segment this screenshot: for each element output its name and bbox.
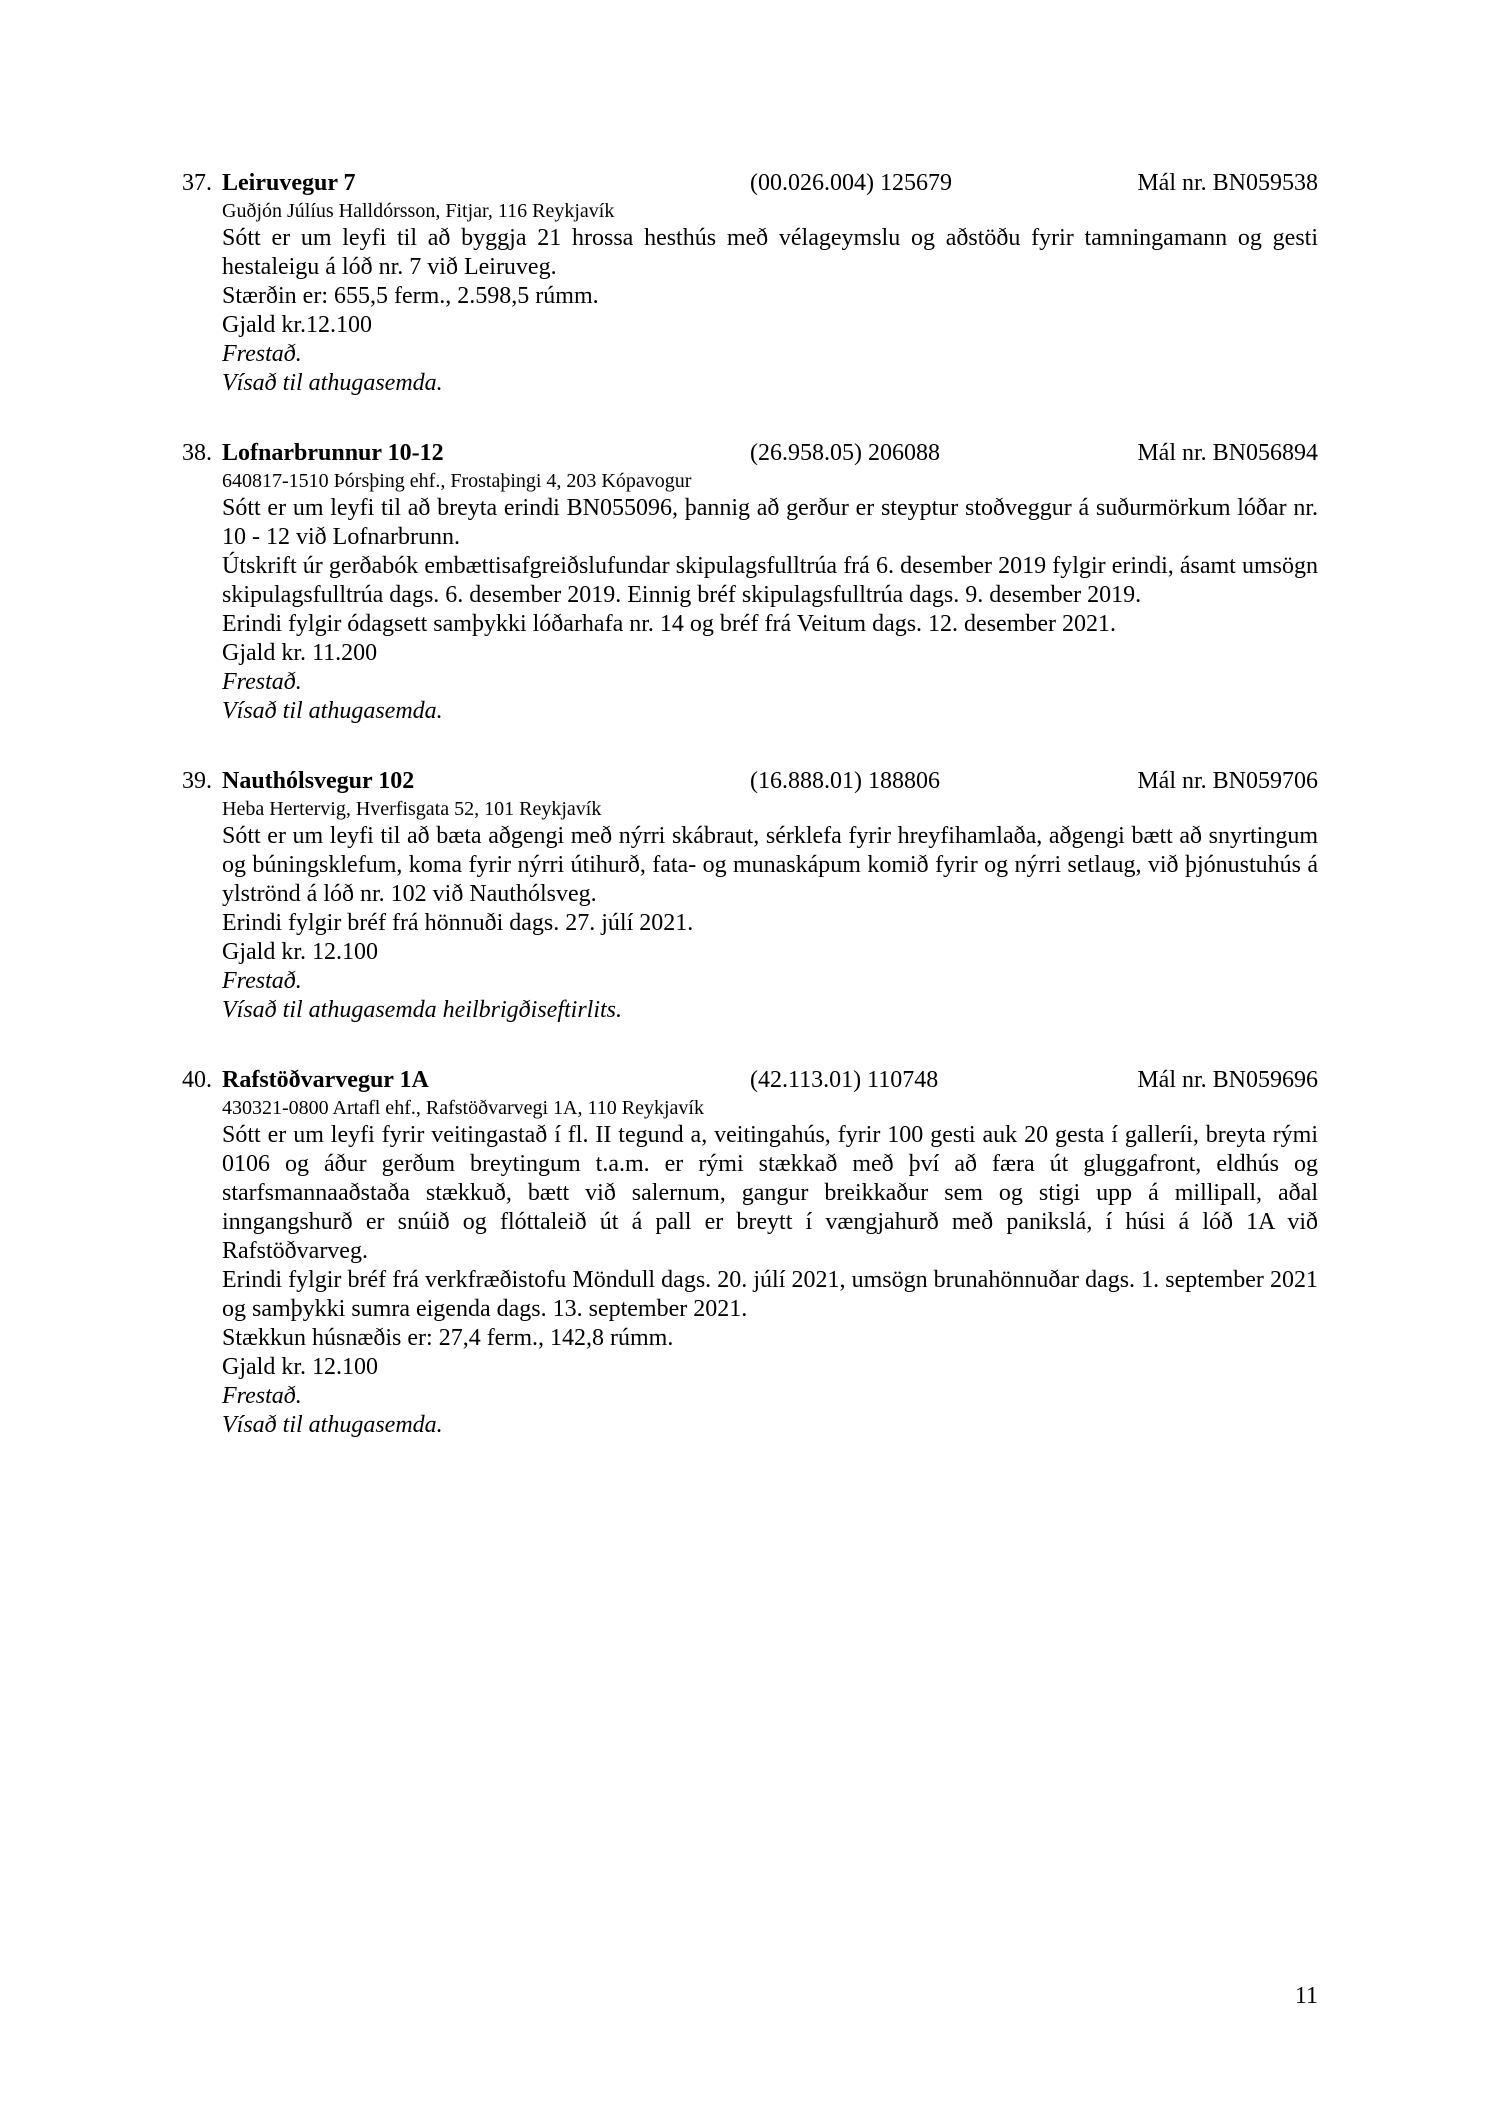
item-reference: (42.113.01) 110748 <box>750 1067 939 1093</box>
body-paragraph: Erindi fylgir ódagsett samþykki lóðarhafa nr. 14 og bréf frá Veitum dags. 12. desember 2021. <box>222 611 1117 637</box>
agenda-item-40 <box>182 1065 1318 1440</box>
item-title: Leiruvegur 7 <box>222 170 356 196</box>
page-number: 11 <box>1294 1983 1318 2009</box>
body-paragraph: Sótt er um leyfi til að bæta aðgengi með nýrri skábraut, sérklefa fyrir hreyfihamlaða, aðgengi bætt að snyrtingum og búningsklefum, koma fyrir nýrri útihurð, fata- og munaskápum komið fyrir og nýrri setlaug, við þjónustuhús á ylströnd á lóð nr. 102 við Nauthólsveg. <box>222 823 1318 907</box>
agenda-item-37 <box>182 168 1318 398</box>
decision-line: Vísað til athugasemda heilbrigðiseftirlits. <box>222 997 623 1023</box>
item-title: Lofnarbrunnur 10-12 <box>222 440 444 466</box>
applicant-line: Guðjón Júlíus Halldórsson, Fitjar, 116 Reykjavík <box>222 200 615 222</box>
decision-line: Frestað. <box>222 669 302 695</box>
applicant-line: Heba Hertervig, Hverfisgata 52, 101 Reykjavík <box>222 798 602 820</box>
item-reference: (00.026.004) 125679 <box>750 170 952 196</box>
decision-line: Frestað. <box>222 341 302 367</box>
fee-line: Gjald kr. 12.100 <box>222 939 378 965</box>
body-paragraph: Stækkun húsnæðis er: 27,4 ferm., 142,8 rúmm. <box>222 1325 674 1351</box>
body-paragraph: Sótt er um leyfi fyrir veitingastað í fl. II tegund a, veitingahús, fyrir 100 gesti auk 20 gesta í galleríi, breyta rými 0106 og áður gerðum breytingum t.a.m. er rými stækkað með því að færa út gluggafront, eldhús og starfsmannaaðstaða stækkuð, bætt við salernum, gangur breikkaður sem og stigi upp á millipall, aðal inngangshurð er snúið og flóttaleið út á pall er breytt í vængjahurð með panikslá, í húsi á lóð 1A við Rafstöðvarveg. <box>222 1122 1318 1264</box>
item-title: Nauthólsvegur 102 <box>222 768 415 794</box>
body-paragraph: Erindi fylgir bréf frá hönnuði dags. 27. júlí 2021. <box>222 910 694 936</box>
decision-line: Vísað til athugasemda. <box>222 370 443 396</box>
body-paragraph: Sótt er um leyfi til að breyta erindi BN055096, þannig að gerður er steyptur stoðveggur á suðurmörkum lóðar nr. 10 - 12 við Lofnarbrunn. <box>222 495 1318 550</box>
item-header <box>182 766 1318 796</box>
body-paragraph: Erindi fylgir bréf frá verkfræðistofu Möndull dags. 20. júlí 2021, umsögn brunahönnuðar dags. 1. september 2021 og samþykki sumra eigenda dags. 13. september 2021. <box>222 1267 1318 1322</box>
item-case-number: Mál nr. BN059696 <box>1137 1067 1318 1093</box>
item-case-number: Mál nr. BN059538 <box>1137 170 1318 196</box>
body-paragraph: Sótt er um leyfi til að byggja 21 hrossa hesthús með vélageymslu og aðstöðu fyrir tamningamann og gesti hestaleigu á lóð nr. 7 við Leiruveg. <box>222 225 1318 280</box>
item-reference: (26.958.05) 206088 <box>750 440 940 466</box>
body-paragraph: Stærðin er: 655,5 ferm., 2.598,5 rúmm. <box>222 283 599 309</box>
agenda-item-39 <box>182 766 1318 1025</box>
body-paragraph: Útskrift úr gerðabók embættisafgreiðslufundar skipulagsfulltrúa frá 6. desember 2019 fylgir erindi, ásamt umsögn skipulagsfulltrúa dags. 6. desember 2019. Einnig bréf skipulagsfulltrúa dags. 9. desember 2019. <box>222 553 1318 608</box>
fee-line: Gjald kr. 11.200 <box>222 640 378 666</box>
decision-line: Vísað til athugasemda. <box>222 698 443 724</box>
decision-line: Frestað. <box>222 968 302 994</box>
item-number: 37. <box>182 170 212 196</box>
item-reference: (16.888.01) 188806 <box>750 768 940 794</box>
fee-line: Gjald kr.12.100 <box>222 312 372 338</box>
item-header <box>182 438 1318 468</box>
applicant-line: 430321-0800 Artafl ehf., Rafstöðvarvegi 1A, 110 Reykjavík <box>222 1097 704 1119</box>
item-case-number: Mál nr. BN059706 <box>1137 768 1318 794</box>
item-header <box>182 168 1318 198</box>
agenda-item-38 <box>182 438 1318 726</box>
item-number: 38. <box>182 440 212 466</box>
item-case-number: Mál nr. BN056894 <box>1137 440 1318 466</box>
item-header <box>182 1065 1318 1095</box>
item-number: 39. <box>182 768 212 794</box>
item-title: Rafstöðvarvegur 1A <box>222 1067 429 1093</box>
decision-line: Vísað til athugasemda. <box>222 1412 443 1438</box>
fee-line: Gjald kr. 12.100 <box>222 1354 378 1380</box>
item-number: 40. <box>182 1067 212 1093</box>
applicant-line: 640817-1510 Þórsþing ehf., Frostaþingi 4, 203 Kópavogur <box>222 470 692 492</box>
decision-line: Frestað. <box>222 1383 302 1409</box>
